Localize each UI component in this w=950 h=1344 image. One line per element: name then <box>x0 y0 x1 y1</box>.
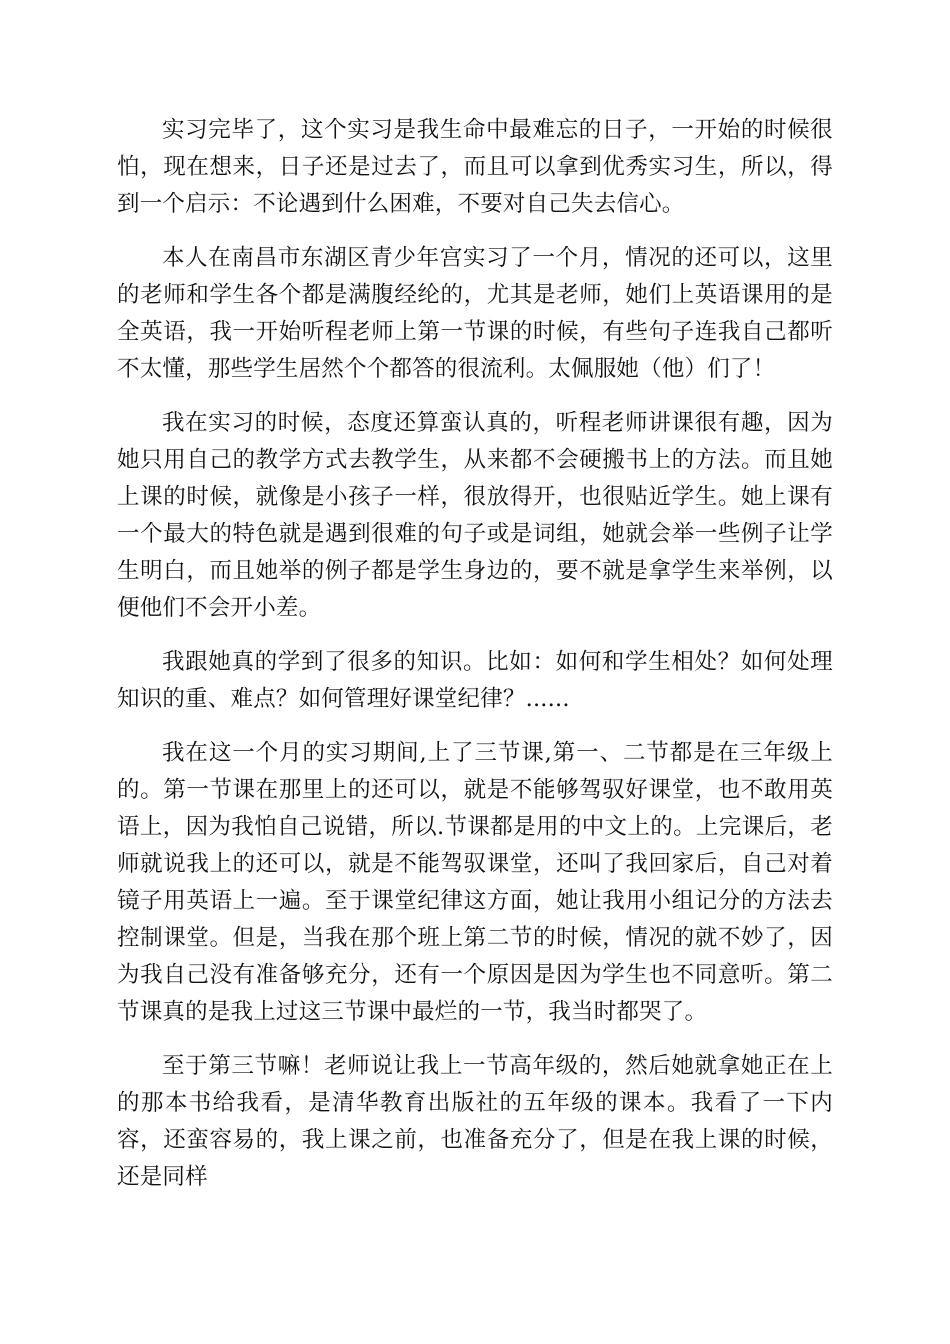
paragraph-3: 我在实习的时候，态度还算蛮认真的，听程老师讲课很有趣，因为她只用自己的教学方式去教学生，从来都不会硬搬书上的方法。而且她上课的时候，就像是小孩子一样，很放得开，也很贴近学生。她上课有一个最大的特色就是遇到很难的句子或是词组，她就会举一些例子让学生明白，而且她举的例子都是学生身边的，要不就是拿学生来举例，以便他们不会开小差。 <box>117 410 833 621</box>
paragraph-1: 实习完毕了，这个实习是我生命中最难忘的日子，一开始的时候很怕，现在想来，日子还是过去了，而且可以拿到优秀实习生，所以，得到一个启示：不论遇到什么困难，不要对自己失去信心。 <box>117 117 833 217</box>
paragraph-4: 我跟她真的学到了很多的知识。比如：如何和学生相处？如何处理知识的重、难点？如何管理好课堂纪律？...... <box>117 649 833 712</box>
paragraph-2: 本人在南昌市东湖区青少年宫实习了一个月，情况的还可以，这里的老师和学生各个都是满腹经纶的，尤其是老师，她们上英语课用的是全英语，我一开始听程老师上第一节课的时候，有些句子连我自己都听不太懂，那些学生居然个个都答的很流利。太佩服她（他）们了！ <box>117 245 833 382</box>
document-body <box>117 112 833 1213</box>
paragraph-6: 至于第三节嘛！老师说让我上一节高年级的，然后她就拿她正在上的那本书给我看，是清华教育出版社的五年级的课本。我看了一下内容，还蛮容易的，我上课之前，也准备充分了，但是在我上课的时候，还是同样 <box>117 1053 833 1190</box>
paragraph-5: 我在这一个月的实习期间,上了三节课,第一、二节都是在三年级上的。第一节课在那里上的还可以，就是不能够驾驭好课堂，也不敢用英语上，因为我怕自己说错，所以.节课都是用的中文上的。上完课后，老师就说我上的还可以，就是不能驾驭课堂，还叫了我回家后，自己对着镜子用英语上一遍。至于课堂纪律这方面，她让我用小组记分的方法去控制课堂。但是，当我在那个班上第二节的时候，情况的就不妙了，因为我自己没有准备够充分，还有一个原因是因为学生也不同意听。第二节课真的是我上过这三节课中最烂的一节，我当时都哭了。 <box>117 740 833 1025</box>
